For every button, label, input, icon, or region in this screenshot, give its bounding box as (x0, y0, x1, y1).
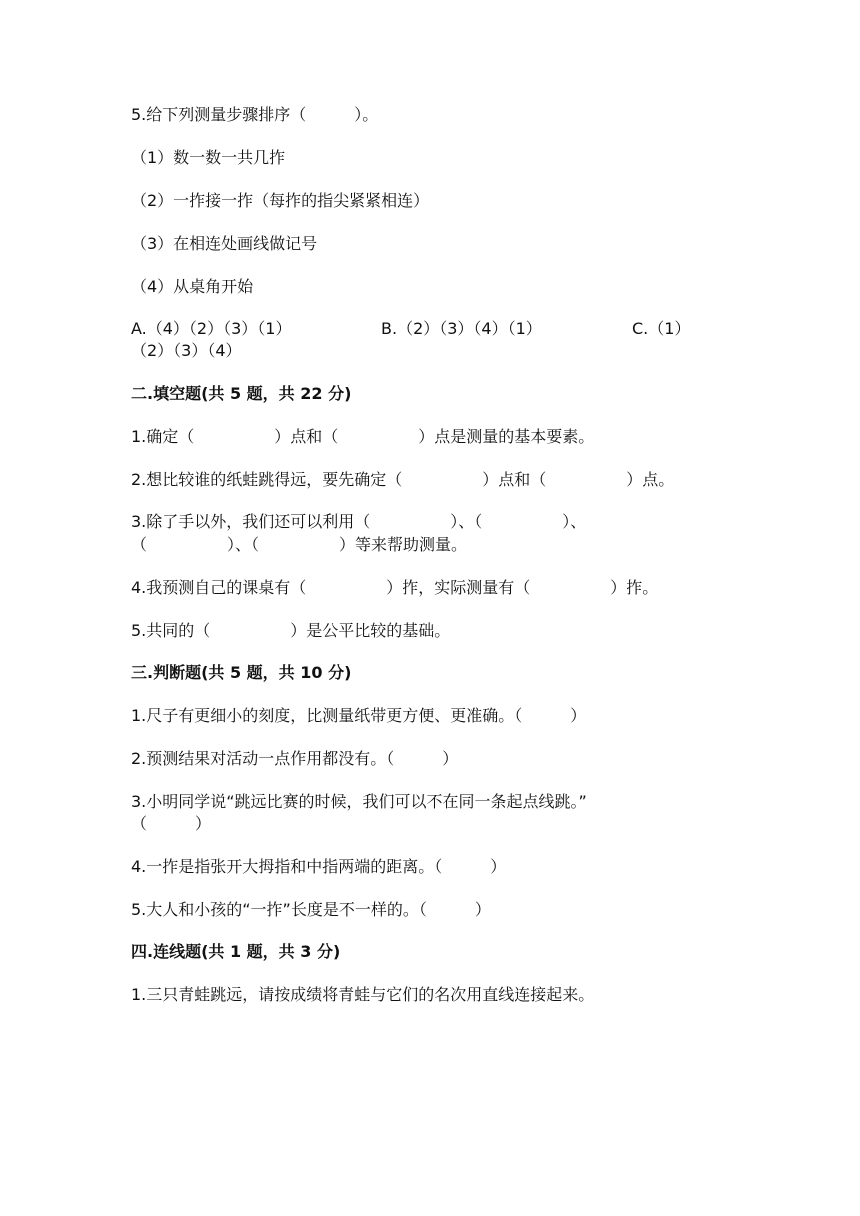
step-4: （4）从桌角开始 (131, 277, 254, 296)
section-match-heading: 四.连线题(共 1 题，共 3 分) (131, 942, 341, 961)
fill-item-2: 2.想比较谁的纸蛙跳得远，要先确定（ ）点和（ ）点。 (131, 470, 675, 489)
option-a: A.（4）（2）（3）（1） (131, 319, 292, 338)
judge-item-5: 5.大人和小孩的“一拃”长度是不一样的。（ ） (131, 900, 491, 919)
step-3: （3）在相连处画线做记号 (131, 234, 318, 253)
question-5-stem: 5.给下列测量步骤排序（ ）。 (131, 105, 379, 124)
section-judge-heading: 三.判断题(共 5 题，共 10 分) (131, 663, 352, 682)
step-2: （2）一拃接一拃（每拃的指尖紧紧相连） (131, 191, 430, 210)
step-1: （1）数一数一共几拃 (131, 148, 286, 167)
option-c-continued: （2）（3）（4） (131, 341, 242, 360)
option-c: C.（1） (632, 319, 691, 338)
fill-item-5: 5.共同的（ ）是公平比较的基础。 (131, 621, 451, 640)
section-fill-heading: 二.填空题(共 5 题，共 22 分) (131, 384, 352, 403)
fill-item-3-continued: （ ）、（ ）等来帮助测量。 (131, 535, 468, 554)
fill-item-3: 3.除了手以外，我们还可以利用（ ）、（ ）、 (131, 512, 587, 531)
match-item-1: 1.三只青蛙跳远，请按成绩将青蛙与它们的名次用直线连接起来。 (131, 985, 595, 1004)
fill-item-1: 1.确定（ ）点和（ ）点是测量的基本要素。 (131, 427, 595, 446)
judge-item-4: 4.一拃是指张开大拇指和中指两端的距离。（ ） (131, 857, 507, 876)
judge-item-3: 3.小明同学说“跳远比赛的时候，我们可以不在同一条起点线跳。” (131, 792, 587, 811)
judge-item-1: 1.尺子有更细小的刻度，比测量纸带更方便、更准确。（ ） (131, 706, 587, 725)
option-b: B.（2）（3）（4）（1） (381, 319, 542, 338)
judge-item-3-continued: （ ） (131, 814, 212, 833)
judge-item-2: 2.预测结果对活动一点作用都没有。（ ） (131, 749, 459, 768)
fill-item-4: 4.我预测自己的课桌有（ ）拃，实际测量有（ ）拃。 (131, 578, 659, 597)
